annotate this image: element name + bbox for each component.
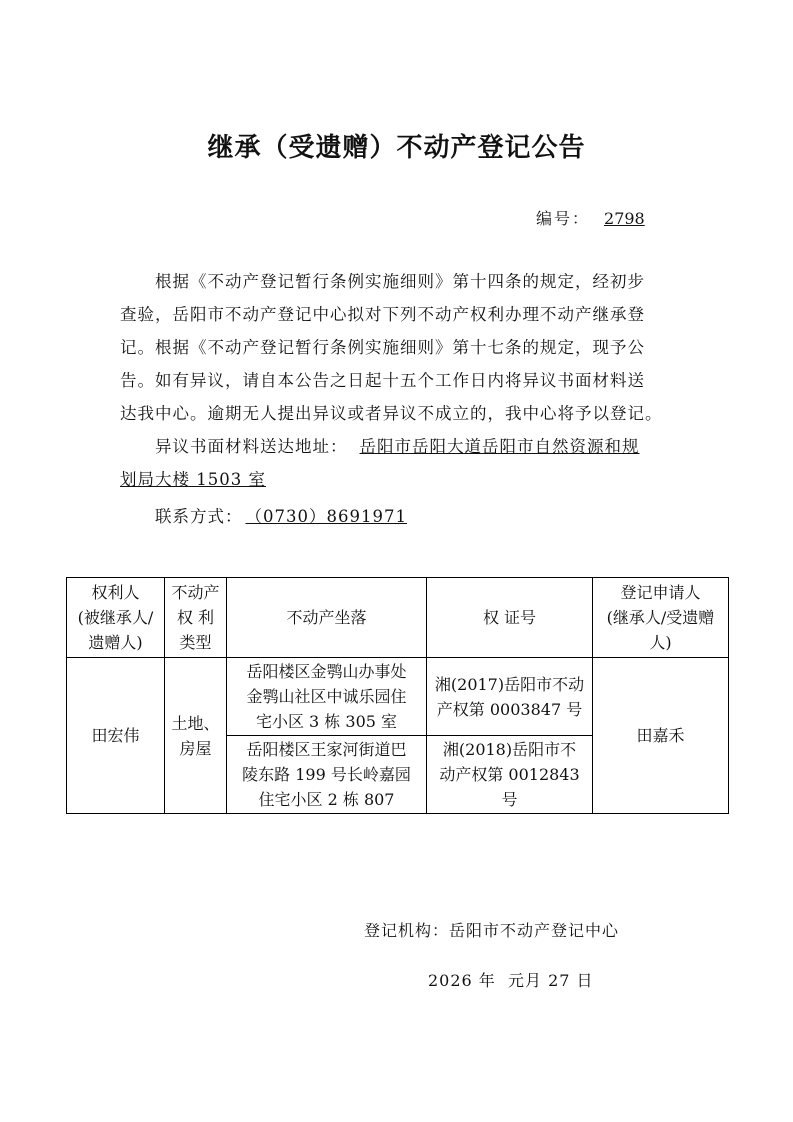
- cell-right-type: 土地、 房屋: [165, 658, 227, 814]
- address-line-2: [120, 463, 266, 496]
- serial-number: [536, 206, 645, 229]
- cell-cert: 湘(2017)岳阳市不动 产权第 0003847 号: [427, 658, 593, 736]
- body-line-2: 查验，岳阳市不动产登记中心拟对下列不动产权利办理不动产继承登: [120, 305, 645, 324]
- header-applicant: 登记申请人 (继承人/受遗赠 人): [593, 578, 729, 658]
- contact-value: （0730）8691971: [245, 507, 407, 526]
- header-location: 不动产坐落: [227, 578, 427, 658]
- address-value-1: 岳阳市岳阳大道岳阳市自然资源和规: [359, 437, 640, 456]
- table-header-row: [67, 578, 729, 658]
- body-line-4: 告。如有异议，请自本公告之日起十五个工作日内将异议书面材料送: [120, 371, 645, 390]
- header-cert: 权 证号: [427, 578, 593, 658]
- table-row: [67, 658, 729, 736]
- cell-location: 岳阳楼区金鹗山办事处 金鹗山社区中诚乐园住 宅小区 3 栋 305 室: [227, 658, 427, 736]
- header-type: 不动产 权 利 类型: [165, 578, 227, 658]
- body-line-1: 根据《不动产登记暂行条例实施细则》第十四条的规定，经初步: [155, 272, 645, 291]
- property-table: [66, 577, 729, 814]
- header-holder: 权利人 (被继承人/ 遗赠人): [67, 578, 165, 658]
- cell-holder: 田宏伟: [67, 658, 165, 814]
- page-title: 继承（受遗赠）不动产登记公告: [207, 133, 586, 163]
- contact-label: 联系方式：: [155, 507, 243, 526]
- address-line: [155, 430, 640, 463]
- announcement-date: 2026 年 元月 27 日: [428, 971, 594, 990]
- registration-org: 登记机构：岳阳市不动产登记中心: [364, 921, 620, 940]
- cell-location: 岳阳楼区王家河街道巴 陵东路 199 号长岭嘉园 住宅小区 2 栋 807: [227, 736, 427, 814]
- body-line-5: 达我中心。逾期无人提出异议或者异议不成立的，我中心将予以登记。: [120, 404, 663, 423]
- address-value-2: 划局大楼 1503 室: [120, 470, 266, 489]
- cell-cert: 湘(2018)岳阳市不 动产权第 0012843 号: [427, 736, 593, 814]
- serial-label: 编号：: [536, 209, 591, 228]
- address-label: 异议书面材料送达地址：: [155, 437, 348, 456]
- cell-applicant: 田嘉禾: [593, 658, 729, 814]
- contact-line: [155, 500, 425, 533]
- body-line-3: 记。根据《不动产登记暂行条例实施细则》第十七条的规定，现予公: [120, 338, 645, 357]
- serial-value: 2798: [604, 209, 645, 228]
